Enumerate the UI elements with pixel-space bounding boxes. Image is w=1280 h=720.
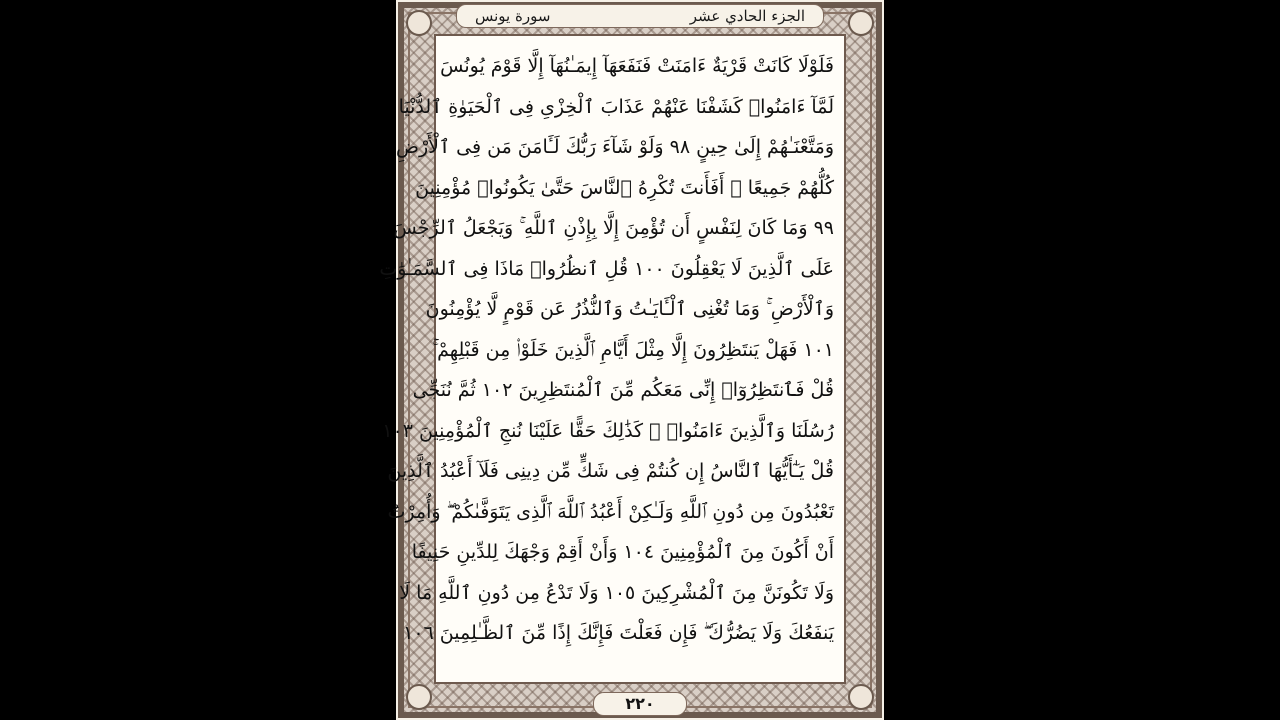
- text-line: كُلُّهُمْ جَمِيعًا ۚ أَفَأَنتَ تُكْرِهُ ٱلنَّاسَ حَتَّىٰ يَكُونُوا۟ مُؤْمِنِينَ: [415, 176, 834, 199]
- corner-ornament-icon: [406, 10, 432, 36]
- text-line: قُلْ فَٱنتَظِرُوٓا۟ إِنِّى مَعَكُم مِّنَ ٱلْمُنتَظِرِينَ ١٠٢ ثُمَّ نُنَجِّى: [412, 379, 834, 401]
- corner-ornament-icon: [406, 684, 432, 710]
- text-line: ١٠١ فَهَلْ يَنتَظِرُونَ إِلَّا مِثْلَ أَيَّامِ ٱلَّذِينَ خَلَوْا۟ مِن قَبْلِهِمْ ۚ: [432, 338, 834, 361]
- page-number: ٢٢٠: [593, 692, 687, 716]
- text-line: تَعْبُدُونَ مِن دُونِ ٱللَّهِ وَلَـٰكِنْ أَعْبُدُ ٱللَّهَ ٱلَّذِى يَتَوَفَّىٰكُمْ ۖ وَأُمِرْتُ: [387, 500, 834, 523]
- text-line: وَلَا تَكُونَنَّ مِنَ ٱلْمُشْرِكِينَ ١٠٥ وَلَا تَدْعُ مِن دُونِ ٱللَّهِ مَا لَا: [399, 581, 834, 604]
- text-line: وَٱلْأَرْضِ ۚ وَمَا تُغْنِى ٱلْـَٔايَـٰتُ وَٱلنُّذُرُ عَن قَوْمٍ لَّا يُؤْمِنُونَ: [425, 298, 834, 320]
- text-line: يَنفَعُكَ وَلَا يَضُرُّكَ ۖ فَإِن فَعَلْتَ فَإِنَّكَ إِذًا مِّنَ ٱلظَّـٰلِمِينَ ١٠٦: [403, 622, 834, 644]
- quran-text-panel: [379, 34, 846, 684]
- corner-ornament-icon: [848, 10, 874, 36]
- text-line: عَلَى ٱلَّذِينَ لَا يَعْقِلُونَ ١٠٠ قُلِ ٱنظُرُوا۟ مَاذَا فِى ٱلسَّمَـٰوَٰتِ: [379, 257, 834, 280]
- text-line: وَمَتَّعْنَـٰهُمْ إِلَىٰ حِينٍ ٩٨ وَلَوْ شَآءَ رَبُّكَ لَـَٔامَنَ مَن فِى ٱلْأَرْضِ: [396, 136, 834, 158]
- text-line: أَنْ أَكُونَ مِنَ ٱلْمُؤْمِنِينَ ١٠٤ وَأَنْ أَقِمْ وَجْهَكَ لِلدِّينِ حَنِيفًا: [411, 541, 834, 563]
- juz-label: الجزء الحادي عشر: [689, 7, 805, 25]
- mushaf-page: [379, 0, 884, 720]
- text-line: فَلَوْلَا كَانَتْ قَرْيَةٌ ءَامَنَتْ فَنَفَعَهَآ إِيمَـٰنُهَآ إِلَّا قَوْمَ يُونُسَ: [440, 55, 834, 77]
- text-line: ٩٩ وَمَا كَانَ لِنَفْسٍ أَن تُؤْمِنَ إِلَّا بِإِذْنِ ٱللَّهِ ۚ وَيَجْعَلُ ٱلرِّجْسَ: [393, 217, 834, 239]
- text-line: رُسُلَنَا وَٱلَّذِينَ ءَامَنُوا۟ ۚ كَذَٰلِكَ حَقًّا عَلَيْنَا نُنجِ ٱلْمُؤْمِنِينَ ١٠٣: [382, 419, 834, 442]
- corner-ornament-icon: [848, 684, 874, 710]
- page-header: [456, 4, 824, 28]
- text-line: قُلْ يَـٰٓأَيُّهَا ٱلنَّاسُ إِن كُنتُمْ فِى شَكٍّ مِّن دِينِى فَلَآ أَعْبُدُ ٱلَّذِينَ: [387, 460, 834, 482]
- text-line: لَمَّآ ءَامَنُوا۟ كَشَفْنَا عَنْهُمْ عَذَابَ ٱلْخِزْىِ فِى ٱلْحَيَوٰةِ ٱلدُّنْيَا: [398, 95, 834, 118]
- surah-label: سورة يونس: [475, 7, 551, 25]
